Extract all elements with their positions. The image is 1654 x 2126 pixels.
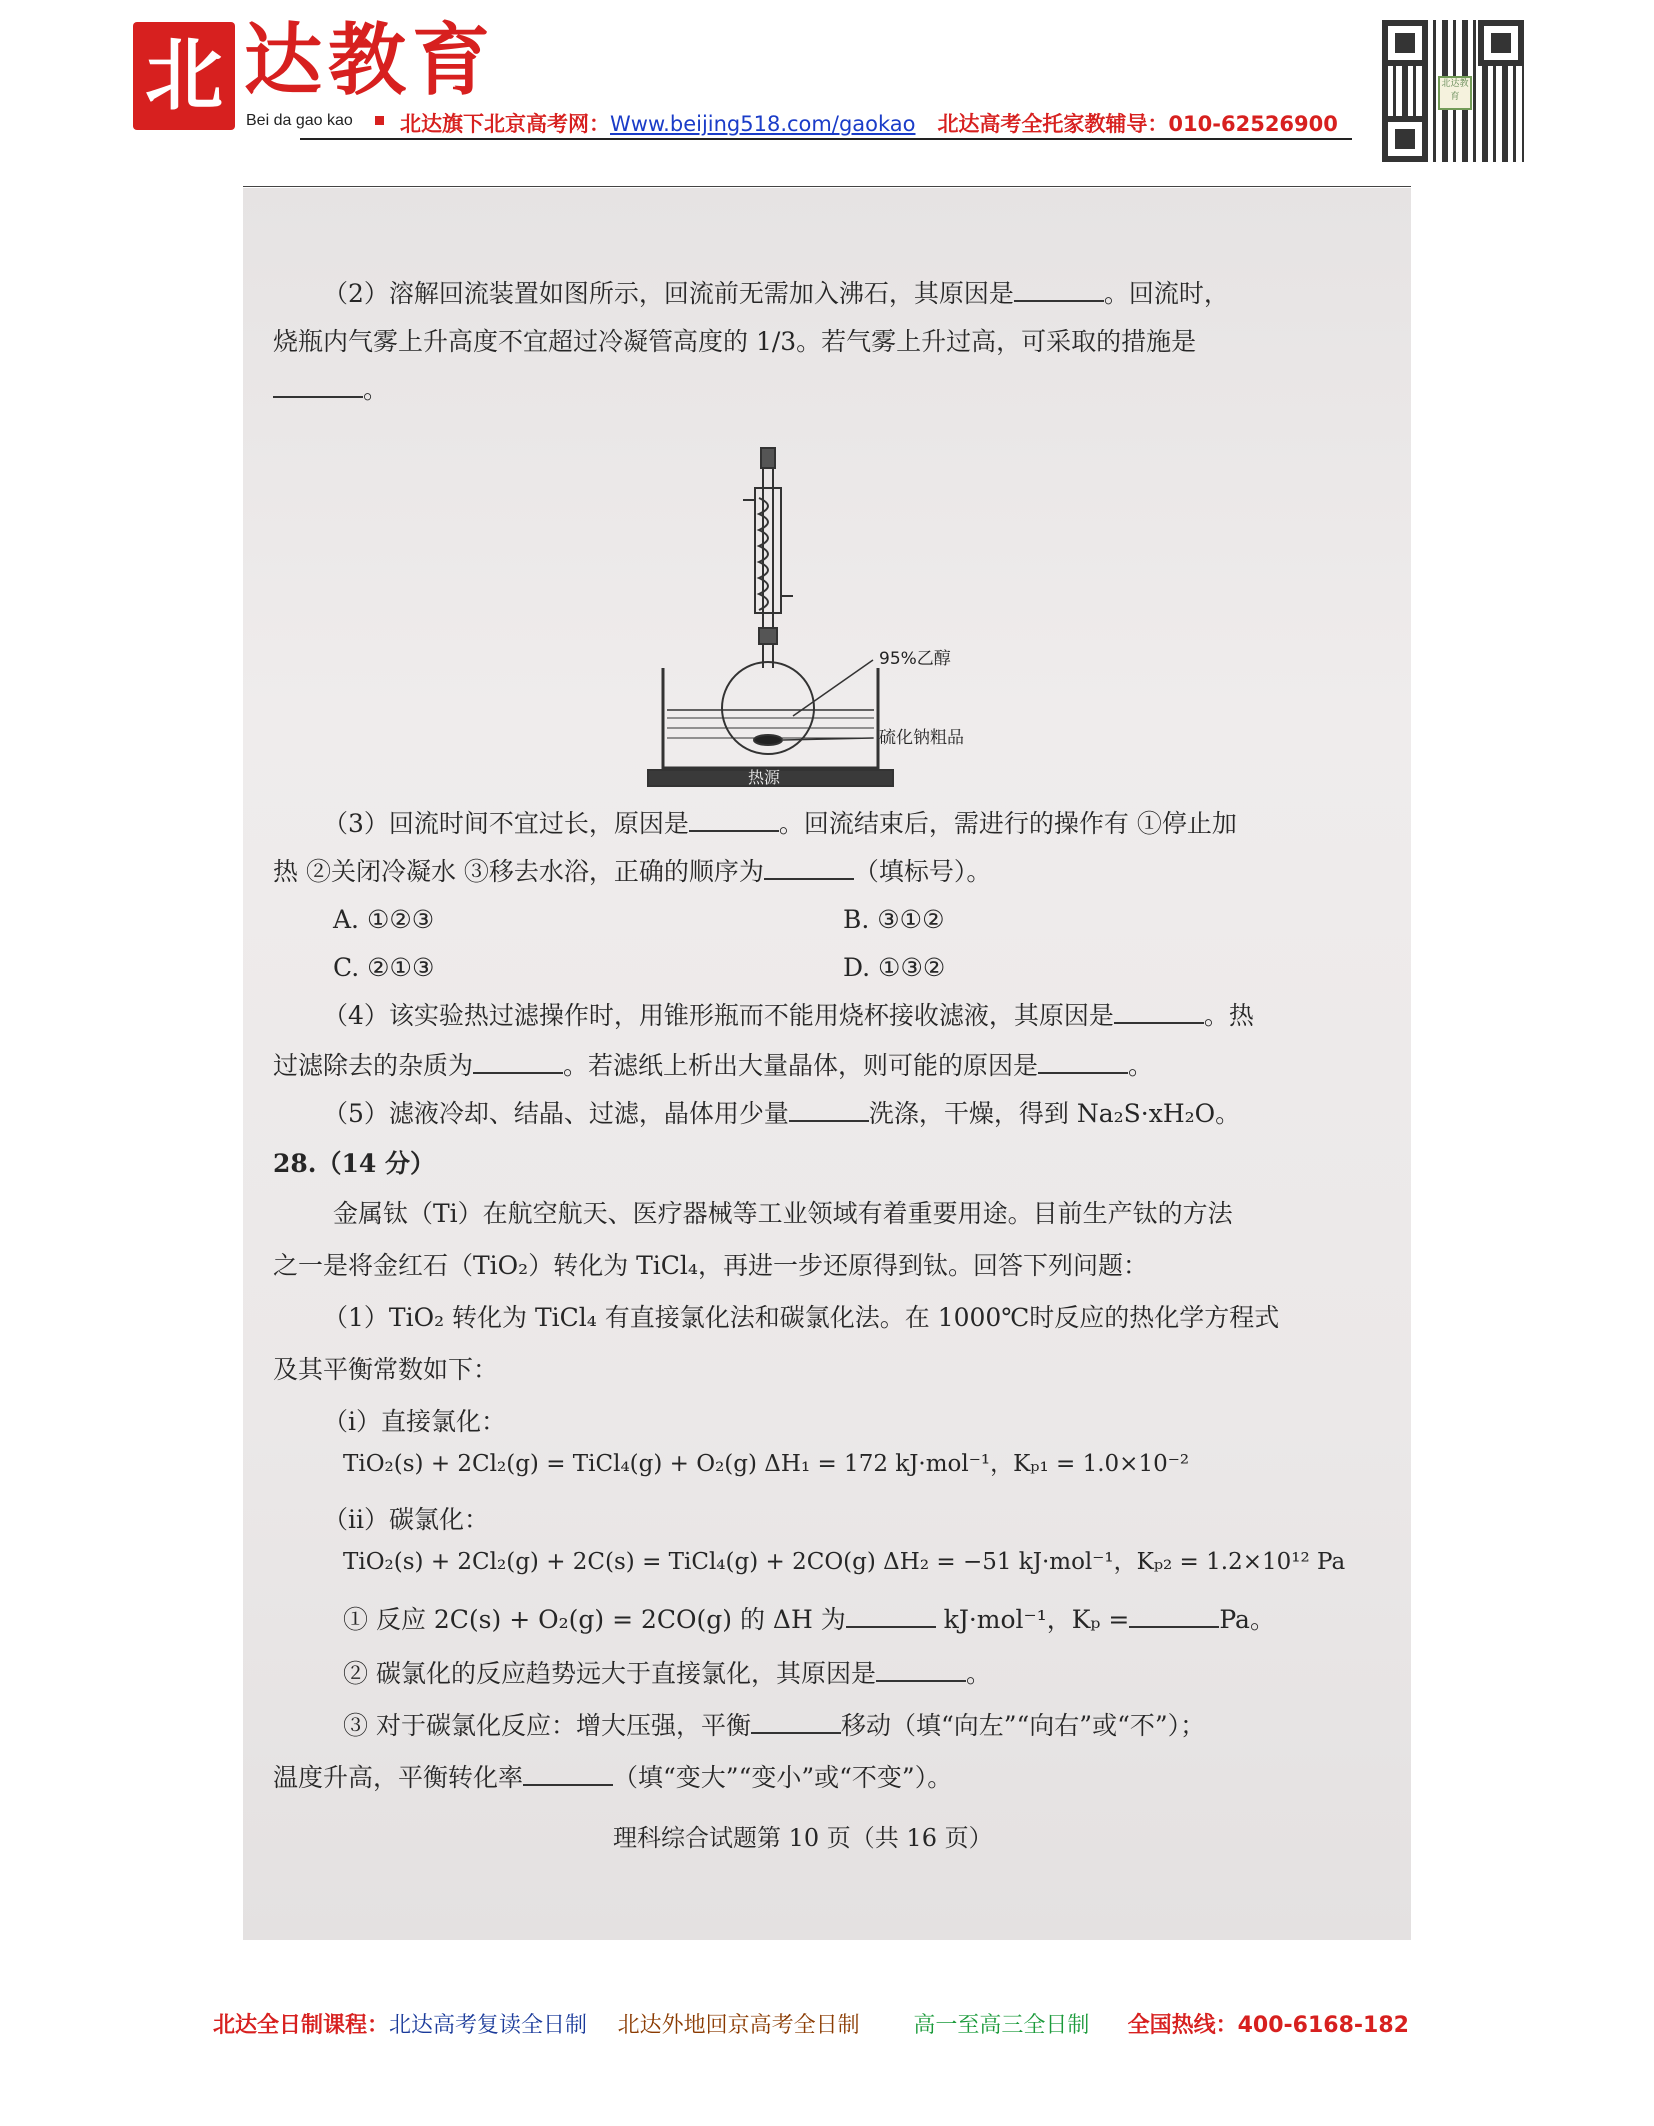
- q27-5-line1: （5）滤液冷却、结晶、过滤，晶体用少量 洗涤，干燥，得到 Na₂S·xH₂O。: [323, 1099, 1241, 1128]
- answer-blank: [689, 812, 779, 832]
- q28-p1b: 及其平衡常数如下：: [273, 1355, 499, 1384]
- qr-finder: [1478, 20, 1524, 66]
- option-d: D. ①③②: [843, 953, 946, 982]
- label-heat: 热源: [748, 768, 781, 787]
- q28-sub3: ③ 对于碳氯化反应：增大压强，平衡 移动（填“向左”“向右”或“不”）；: [343, 1711, 1206, 1740]
- q28-i-equation: TiO₂(s) + 2Cl₂(g) = TiCl₄(g) + O₂(g) ΔH₁ = 172 kJ·mol⁻¹，Kₚ₁ = 1.0×10⁻²: [343, 1451, 1190, 1477]
- label-ethanol: 95%乙醇: [879, 649, 951, 669]
- answer-blank: [273, 378, 363, 398]
- brand-name: 达教育: [244, 15, 497, 106]
- answer-blank: [876, 1662, 966, 1682]
- qr-finder: [1382, 116, 1428, 162]
- condenser-joint: [759, 628, 777, 644]
- qr-finder: [1382, 20, 1428, 66]
- footer-hotline: 全国热线：400-6168-182: [1127, 2013, 1409, 2038]
- qr-badge: 北达教育: [1438, 76, 1472, 110]
- q28-i-label: （i）直接氯化：: [323, 1407, 506, 1436]
- q28-title: 28.（14 分）: [273, 1149, 435, 1178]
- exam-page-number: 理科综合试题第 10 页（共 16 页）: [613, 1824, 993, 1852]
- answer-blank: [1129, 1608, 1219, 1628]
- condenser-top: [761, 448, 775, 468]
- footer-course-3: 高一至高三全日制: [913, 2013, 1090, 2038]
- q28-ii-equation: TiO₂(s) + 2Cl₂(g) + 2C(s) = TiCl₄(g) + 2CO(g) ΔH₂ = −51 kJ·mol⁻¹，Kₚ₂ = 1.2×10¹² Pa: [343, 1549, 1346, 1575]
- page-top-rule: [243, 186, 1411, 187]
- scanned-page: [243, 188, 1411, 1940]
- answer-blank: [1114, 1004, 1204, 1024]
- answer-blank: [523, 1766, 613, 1786]
- crude-product: [754, 735, 782, 745]
- answer-blank: [846, 1608, 936, 1628]
- brand-pinyin: Bei da gao kao: [246, 112, 353, 129]
- header-divider: [300, 138, 1352, 140]
- footer-label: 北达全日制课程：: [213, 2013, 390, 2038]
- q28-sub4: 温度升高，平衡转化率 （填“变大”“变小”或“不变”）。: [273, 1763, 953, 1792]
- answer-blank: [764, 860, 854, 880]
- q28-ii-label: （ii）碳氯化：: [323, 1505, 489, 1534]
- answer-blank: [473, 1054, 563, 1074]
- answer-blank: [751, 1714, 841, 1734]
- q28-intro1: 金属钛（Ti）在航空航天、医疗器械等工业领域有着重要用途。目前生产钛的方法: [333, 1199, 1233, 1228]
- q28-sub1: ① 反应 2C(s) + O₂(g) = 2CO(g) 的 ΔH 为 kJ·mol⁻¹，Kₚ = Pa。: [343, 1605, 1275, 1634]
- site-link[interactable]: Www.beijing518.com/gaokao: [610, 112, 916, 136]
- option-a: A. ①②③: [333, 905, 435, 934]
- answer-blank: [1038, 1054, 1128, 1074]
- answer-blank: [789, 1102, 869, 1122]
- qr-code-icon: [1382, 20, 1524, 162]
- option-c: C. ②①③: [333, 953, 435, 982]
- q27-2-line1: （2）溶解回流装置如图所示，回流前无需加入沸石，其原因是 。回流时，: [323, 279, 1229, 308]
- header-hotline: 北达高考全托家教辅导：010-62526900: [937, 112, 1338, 136]
- label-crude: 硫化钠粗品: [879, 728, 964, 748]
- footer-bar: [213, 2008, 1409, 2039]
- option-b: B. ③①②: [843, 905, 945, 934]
- q27-4-line1: （4）该实验热过滤操作时，用锥形瓶而不能用烧杯接收滤液，其原因是 。热: [323, 1001, 1254, 1030]
- q28-p1a: （1）TiO₂ 转化为 TiCl₄ 有直接氯化法和碳氯化法。在 1000℃时反应的热化学方程式: [323, 1303, 1280, 1332]
- logo-mark: 北: [133, 22, 235, 130]
- answer-blank: [1014, 282, 1104, 302]
- footer-course-1: 北达高考复读全日制: [389, 2013, 588, 2038]
- q27-2-line2: 烧瓶内气雾上升高度不宜超过冷凝管高度的 1/3。若气雾上升过高，可采取的措施是: [273, 327, 1197, 356]
- q28-intro2: 之一是将金红石（TiO₂）转化为 TiCl₄，再进一步还原得到钛。回答下列问题：: [273, 1251, 1148, 1280]
- footer-course-2: 北达外地回京高考全日制: [617, 2013, 860, 2038]
- reflux-apparatus-figure: [643, 438, 1003, 788]
- q27-3-line1: （3）回流时间不宜过长，原因是 。回流结束后，需进行的操作有 ①停止加: [323, 809, 1237, 838]
- q27-4-line2: 过滤除去的杂质为 。若滤纸上析出大量晶体，则可能的原因是 。: [273, 1051, 1154, 1080]
- q27-3-line2: 热 ②关闭冷凝水 ③移去水浴，正确的顺序为 （填标号）。: [273, 857, 992, 886]
- q27-2-line3: 。: [273, 374, 388, 407]
- bullet-square-icon: [375, 116, 384, 125]
- header-links: 北达旗下北京高考网：Www.beijing518.com/gaokao 北达高考全托家教辅导：010-62526900: [400, 112, 1338, 136]
- q28-sub2: ② 碳氯化的反应趋势远大于直接氯化，其原因是 。: [343, 1659, 991, 1688]
